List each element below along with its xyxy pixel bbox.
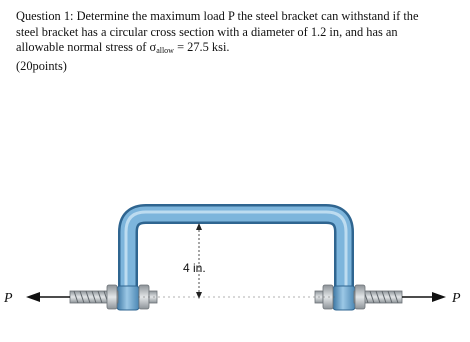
question-line-4: (20points) (16, 58, 67, 73)
left-inner-nut (107, 285, 117, 309)
dimension-line (138, 223, 336, 299)
right-load-arrow (402, 292, 446, 302)
load-label-left: P (4, 291, 13, 306)
dimension-label: 4 in. (183, 261, 206, 275)
left-load-arrow (26, 292, 70, 302)
question-line-3: allowable normal stress of $\sigma_{allow} = 27.5$ ksi. (16, 40, 230, 56)
question-line-2: steel bracket has a circular cross section with a diameter of 1.2 in, and has an (16, 24, 398, 39)
load-label-right: P (452, 291, 461, 306)
right-inner-nut (355, 285, 365, 309)
question-line-1: Question 1: Determine the maximum load P the steel bracket can withstand if the (16, 9, 419, 23)
sigma-subscript: allow (156, 46, 174, 56)
